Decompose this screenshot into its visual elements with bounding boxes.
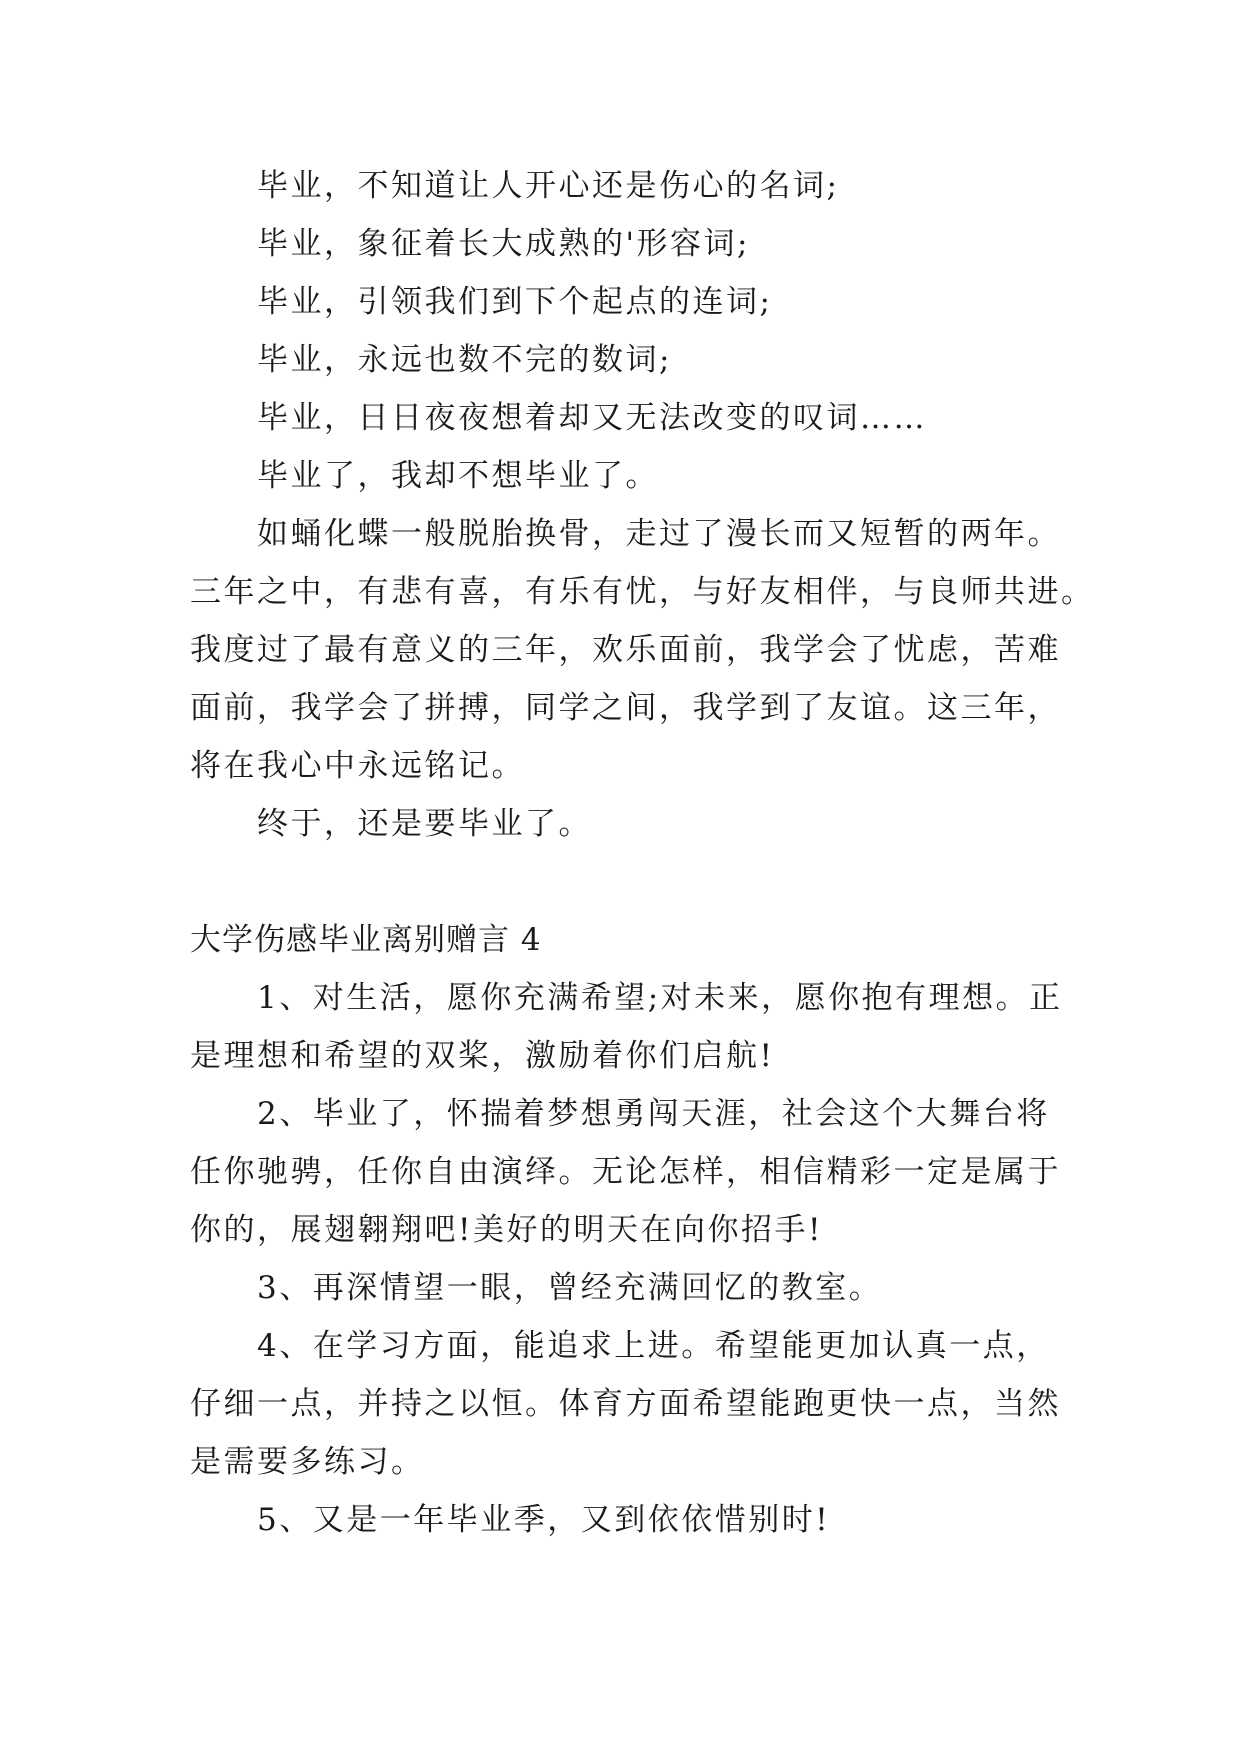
item-line: 你的，展翅翱翔吧!美好的明天在向你招手! bbox=[190, 1212, 823, 1248]
item-line: 1、对生活，愿你充满希望;对未来，愿你抱有理想。正 bbox=[257, 980, 1063, 1016]
paragraph-line: 面前，我学会了拼搏，同学之间，我学到了友谊。这三年， bbox=[190, 690, 1061, 726]
item-line: 是需要多练习。 bbox=[190, 1444, 425, 1480]
poem-line: 毕业，日日夜夜想着却又无法改变的叹词…… bbox=[257, 400, 927, 436]
closing-line: 终于，还是要毕业了。 bbox=[257, 806, 592, 842]
paragraph-line: 我度过了最有意义的三年，欢乐面前，我学会了忧虑，苦难 bbox=[190, 632, 1061, 668]
paragraph-line: 三年之中，有悲有喜，有乐有忧，与好友相伴，与良师共进。 bbox=[190, 574, 1095, 610]
poem-line: 毕业，永远也数不完的数词; bbox=[257, 342, 672, 378]
section-spacer bbox=[190, 853, 1080, 911]
item-line: 任你驰骋，任你自由演绎。无论怎样，相信精彩一定是属于 bbox=[190, 1154, 1061, 1190]
item-line: 3、再深情望一眼，曾经充满回忆的教室。 bbox=[257, 1270, 883, 1306]
item-line: 仔细一点，并持之以恒。体育方面希望能跑更快一点，当然 bbox=[190, 1386, 1061, 1422]
item-line: 4、在学习方面，能追求上进。希望能更加认真一点， bbox=[257, 1328, 1050, 1364]
item-line: 2、毕业了，怀揣着梦想勇闯天涯，社会这个大舞台将 bbox=[257, 1096, 1050, 1132]
poem-line: 毕业了，我却不想毕业了。 bbox=[257, 458, 659, 494]
section-heading: 大学伤感毕业离别赠言 4 bbox=[190, 922, 542, 958]
paragraph-line: 如蛹化蝶一般脱胎换骨，走过了漫长而又短暂的两年。 bbox=[257, 516, 1061, 552]
document-body bbox=[190, 157, 1095, 1549]
poem-line: 毕业，不知道让人开心还是伤心的名词; bbox=[257, 168, 840, 204]
paragraph-line: 将在我心中永远铭记。 bbox=[190, 748, 525, 784]
poem-line: 毕业，引领我们到下个起点的连词; bbox=[257, 284, 773, 320]
item-line: 是理想和希望的双桨，激励着你们启航! bbox=[190, 1038, 775, 1074]
item-line: 5、又是一年毕业季，又到依依惜别时! bbox=[257, 1502, 831, 1538]
poem-line: 毕业，象征着长大成熟的'形容词; bbox=[257, 226, 750, 262]
